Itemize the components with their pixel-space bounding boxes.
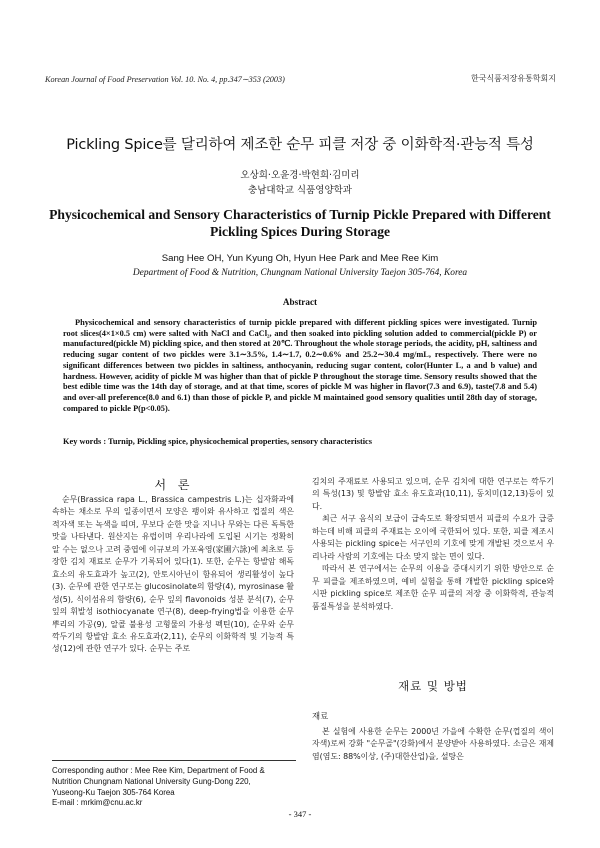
english-title: Physicochemical and Sensory Characteristics of Turnip Pickle Prepared with Different Pickling Spices During Storage (49, 207, 551, 239)
introduction-paragraph: 순무(Brassica rapa L., Brassica campestris L.)는 십자화과에 속하는 채소로 무의 일종이면서 모양은 팽이와 유사하고 껍질의 색은 적자색 또는 녹색을 띠며, 무보다 순한 맛을 지니나 무와는 다른 독특한 맛을 나타낸다. 원산지는 유럽이며 우리나라에 도입된 시기는 정확히 알 수는 없으나 고려 중엽에 이규보의 가포육영(家圃六詠)에 최초로 등장한 김치 재료로 순무가 기록되어 있다(1). 또한, 순무는 항발암 해독효소의 유도효과가 높고(2), 안토시아닌이 함유되어 생리활성이 높다(3). 순무에 관한 연구로는 glucosinolate의 함량(4), myrosinase 활성(5), 식이섬유의 함량(6), 순무 잎의 flavonoids 성분 분석(7), 순무잎의 휘발성 isothiocyanate 연구(8), deep-frying법을 이용한 순무 뿌리의 가공(9), 알콜 불용성 고형물의 가용성 펙틴(10), 순무와 순무깍두기의 항발암 효소 유도효과(2,11), 순무의 이화학적 및 기능적 특성(12)에 관한 연구가 있다. 순무는 주로 (52, 495, 294, 654)
footnote-line: Corresponding author : Mee Ree Kim, Department of Food & (52, 766, 265, 775)
society-header: 한국식품저장유통학회지 (470, 74, 556, 83)
footnote-line: Nutrition Chungnam National University Gung-Dong 220, (52, 776, 251, 786)
footnote-email: E-mail : mrkim@cnu.ac.kr (52, 798, 143, 808)
materials-paragraph: 본 실험에 사용한 순무는 2000년 가을에 수확한 순무(껍질의 색이 자색)로써 강화 "순무골"(강화)에서 분양받아 사용하였다. 소금은 재제염(염도: 88%이상, (주)대한산업)을, 설탕은 (312, 727, 554, 761)
introduction-paragraph: 최근 서구 음식의 보급이 급속도로 확장되면서 피클의 수요가 급증하는데 비해 피클의 주재료는 오이에 국한되어 있다. 또한, 피클 제조시 사용되는 pickling spice는 서구인의 기호에 맞게 개발된 것으로서 우리나라 사람의 기호에는 다소 맞지 않는 면이 있다. (312, 514, 554, 561)
introduction-heading: 서 론 (154, 478, 194, 492)
introduction-left-column (52, 494, 294, 656)
abstract-text: Physicochemical and sensory characteristics of turnip pickle prepared with different pickling spices were investigated. Turnip root slices(4×1×0.5 cm) were salted with NaCl and CaCl₂, and then soaked into pickling solution added to commercial(pickle P) or manufactured(pickle M) pickling spice, and then stored at 20℃. Throughout the whole storage periods, the acidity, pH, saltiness and reducing sugar content of two pickles were 3.1∼3.5%, 1.4∼1.7, 0.2∼0.6% and 25.2∼30.4 mg/mL, respectively. There were no significant differences between two pickles in saltiness, anthocyanin, reducing sugar content, color(Hunter L, a and b value) and hardness. However, acidity of pickle M was higher than that of pickle P throughout the storage time. Sensory results showed that the best edible time was the 14th day of storage, and at that time, scores of pickle M was higher in flavor(7.3 and 6.9), taste(7.8 and 5.4) and over-all preference(8.0 and 6.1) than those of pickle P, and pickle M maintained good sensory qualities until 28th day of storage, compared to pickle P(p<0.05). (63, 318, 537, 413)
journal-header: Korean Journal of Food Preservation Vol. 10. No. 4, pp.347∼353 (2003) (45, 75, 285, 84)
korean-authors: 오상희·오윤경·박현희·김미리 (240, 170, 360, 181)
footnote-divider (52, 760, 296, 761)
abstract-heading: Abstract (282, 297, 318, 307)
english-affiliation: Department of Food & Nutrition, Chungnam National University Taejon 305-764, Korea (132, 268, 468, 278)
page-number: - 347 - (288, 809, 312, 819)
introduction-paragraph: 따라서 본 연구에서는 순무의 이용을 증대시키기 위한 방안으로 순무 피클을 제조하였으며, 예비 실험을 통해 개발한 pickling spice와 시판 pickling spice로 제조한 순무 피클의 저장 중 이화학적, 관능적 품질특성을 분석하였다. (312, 564, 554, 611)
korean-affiliation: 충남대학교 식품영양학과 (248, 185, 352, 196)
methods-heading: 재료 및 방법 (398, 679, 468, 693)
introduction-right-column (312, 476, 554, 613)
materials-column (312, 726, 554, 763)
introduction-paragraph: 김치의 주재료로 사용되고 있으며, 순무 김치에 대한 연구로는 깍두기의 특성(13) 및 항발암 효소 유도효과(10,11), 동치미(12,13)등이 있다. (312, 477, 554, 511)
keywords: Key words : Turnip, Pickling spice, physicochemical properties, sensory characteristics (63, 437, 373, 446)
korean-title: Pickling Spice를 달리하여 제조한 순무 피클 저장 중 이화학적·관능적 특성 (66, 137, 534, 153)
corresponding-author-footnote (52, 766, 296, 809)
english-authors: Sang Hee OH, Yun Kyung Oh, Hyun Hee Park and Mee Ree Kim (161, 253, 439, 264)
footnote-line: Yuseong-Ku Taejon 305-764 Korea (52, 787, 175, 797)
materials-subheading: 재료 (312, 711, 329, 721)
